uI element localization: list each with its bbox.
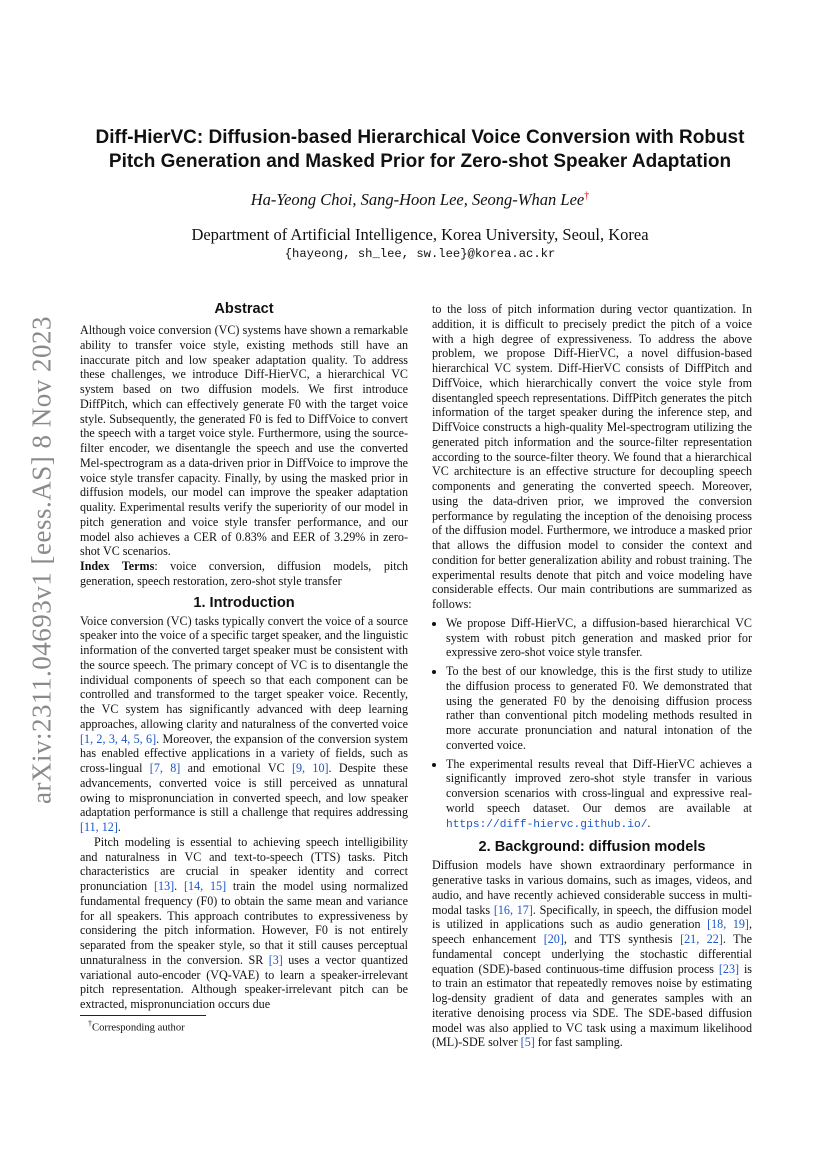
citation[interactable]: [14, 15] [184, 879, 227, 893]
left-column [80, 298, 408, 1012]
list-item: • To the best of our knowledge, this is the first study to utilize the diffusion process to generated F0. We demonstrated that using the generated F0 by the denoising diffusion process rather than conventional pitch modeling methods resulted in more accurate pronunciation and natural intonation of the converted voice. [446, 664, 752, 753]
citation[interactable]: [5] [520, 1035, 535, 1050]
dagger-mark[interactable]: † [584, 190, 590, 202]
citation[interactable]: [16, 17] [493, 902, 533, 917]
affiliation: Department of Artificial Intelligence, Korea University, Seoul, Korea [191, 225, 649, 244]
citation[interactable]: [7, 8] [149, 761, 181, 775]
demo-link[interactable]: https://diff-hiervc.github.io/ [446, 818, 648, 831]
index-terms: Index Terms: voice conversion, diffusion models, pitch generation, speech restoration, zero-shot style transfer [80, 559, 409, 588]
citation[interactable]: [1, 2, 3, 4, 5, 6] [80, 731, 157, 746]
citation[interactable]: [21, 22] [680, 932, 723, 946]
background-paragraph: Diffusion models have shown extraordinary performance in generative tasks in various domains, such as images, videos, and audio, and have recently achieved considerable success in multi-modal tasks [16, 17]. Specifically, in speech, the diffusion model is utilized in applications such as audio generation [18, 19], speech enhancement [20], and TTS synthesis [21, 22]. The fundamental concept underlying the stochastic differential equation (SDE)-based continuous-time diffusion process [23] is to train an estimator that repeatedly removes noise by estimating log-density gradient of data and generates samples with an iterative denoising process via SDE. The SDE-based diffusion model was also applied to VC task using a maximum likelihood (ML)-SDE solver [5] for fast sampling. [432, 858, 753, 1050]
contributions-list [432, 616, 752, 833]
abstract-heading: Abstract [214, 301, 274, 317]
list-item: • We propose Diff-HierVC, a diffusion-based hierarchical VC system with robust pitch generation and masked prior for expressive zero-shot voice style transfer. [446, 616, 752, 660]
background-heading: 2. Background: diffusion models [478, 839, 706, 856]
citation[interactable]: [18, 19] [707, 917, 749, 932]
list-item: • The experimental results reveal that Diff-HierVC achieves a significantly improved zero-shot style transfer in various conversion scenarios with cross-lingual and expressive real-world speech dataset. Our demos are available at https://diff-hiervc.github.io/. [446, 757, 752, 833]
emails: {hayeong, sh_lee, sw.lee}@korea.ac.kr [284, 247, 556, 261]
citation[interactable]: [13] [154, 879, 175, 893]
abstract-text: Although voice conversion (VC) systems have shown a remarkable ability to transfer voice style, existing methods still have an inaccurate pitch and low speaker adaptation quality. To address these challenges, we introduce Diff-HierVC, a hierarchical VC system based on two diffusion models. We first introduce DiffPitch, which can effectively generate F0 with the target voice style. Subsequently, the generated F0 is fed to DiffVoice to convert the speech with a target voice style. Furthermore, using the source-filter encoder, we disentangle the speech and use the converted Mel-spectrogram as a data-driven prior in DiffVoice to improve the voice style transfer capacity. Finally, by using the masked prior in diffusion models, our model can improve the speaker adaptation quality. Experimental results verify the superiority of our model in pitch generation and voice style transfer performance, and our model also achieves a CER of 0.83% and EER of 3.29% in zero-shot VC scenarios. [80, 323, 408, 559]
footnote-divider [80, 1015, 206, 1016]
intro-heading: 1. Introduction [193, 594, 295, 611]
citation[interactable]: [23] [718, 961, 740, 976]
intro-paragraph-2: Pitch modeling is essential to achieving speech intelligibility and naturalness in VC and text-to-speech (TTS) tasks. Pitch characteristics are crucial in speaker identity and correct pronunciation [13]. [14, 15] train the model using normalized fundamental frequency (F0) to obtain the same mean and variance for all speakers. This approach contributes to expressiveness by considering the pitch information. However, F0 is not entirely separated from the speaker style, so that it still causes perceptual unnaturalness in the conversion. SR [3] uses a vector quantized variational auto-encoder (VQ-VAE) to learn a speaker-irrelevant pitch representation. Although speaker-irrelevant pitch can be extracted, mispronunciation occurs due [80, 834, 409, 1011]
intro-paragraph-1: Voice conversion (VC) tasks typically convert the voice of a source speaker into the voice of a specific target speaker, and the linguistic information of the converted target speaker must be consistent with the source speech. The primary concept of VC is to disentangle the individual components of speech so that each component can be controlled and transformed to the target speaker voice. Recently, the VC system has significantly advanced with deep learning approaches, allowing clarity and naturalness of the converted voice [1, 2, 3, 4, 5, 6]. Moreover, the expansion of the conversion system has enabled effective applications in a variety of fields, such as cross-lingual [7, 8] and emotional VC [9, 10]. Despite these advancements, converted voice is still perceived as unnatural owing to mispronunciation in converted speech, and low speaker adaptation performance is still a challenge that requires addressing [11, 12]. [80, 613, 408, 834]
right-paragraph-1: to the loss of pitch information during vector quantization. In addition, it is difficult to precisely predict the pitch of a voice with a high degree of expressiveness. To address the above problem, we propose Diff-HierVC, a novel diffusion-based hierarchical VC system. Diff-HierVC consists of DiffPitch and DiffVoice, which hierarchically convert the voice style from disentangled speech representations. DiffPitch generates the pitch information of the target speaker during the inference step, and DiffVoice constructs a high-quality Mel-spectrogram utilizing the generated pitch information and the source-filter representation according to the source-filter theory. We found that a hierarchical VC architecture is an effective structure for decoupling speech components and generating the converted speech. Moreover, using the data-driven prior, we improved the conversion performance by regulating the inception of the denoising process of the diffusion model. Furthermore, we introduce a masked prior that allows the diffusion model to consider the context and condition for better generalization ability and robust training. The experimental results denote that pitch and voice modeling have considerable effects. Our main contributions are summarized as follows: [432, 302, 752, 611]
footnote: †Corresponding author [88, 1019, 185, 1034]
authors: Ha-Yeong Choi, Sang-Hoon Lee, Seong-Whan Lee† [250, 190, 590, 209]
citation[interactable]: [9, 10] [291, 761, 329, 775]
citation[interactable]: [11, 12] [80, 820, 118, 834]
arxiv-id: arXiv:2311.04693v1 [eess.AS] 8 Nov 2023 [26, 316, 57, 804]
citation[interactable]: [3] [268, 952, 283, 967]
arxiv-sidebar [22, 250, 62, 870]
right-column [432, 302, 752, 1050]
citation[interactable]: [20] [543, 932, 564, 946]
paper-title: Diff-HierVC: Diffusion-based Hierarchical Voice Conversion with Robust Pitch Generation and Masked Prior for Zero-shot Speaker Adaptation [95, 127, 745, 172]
